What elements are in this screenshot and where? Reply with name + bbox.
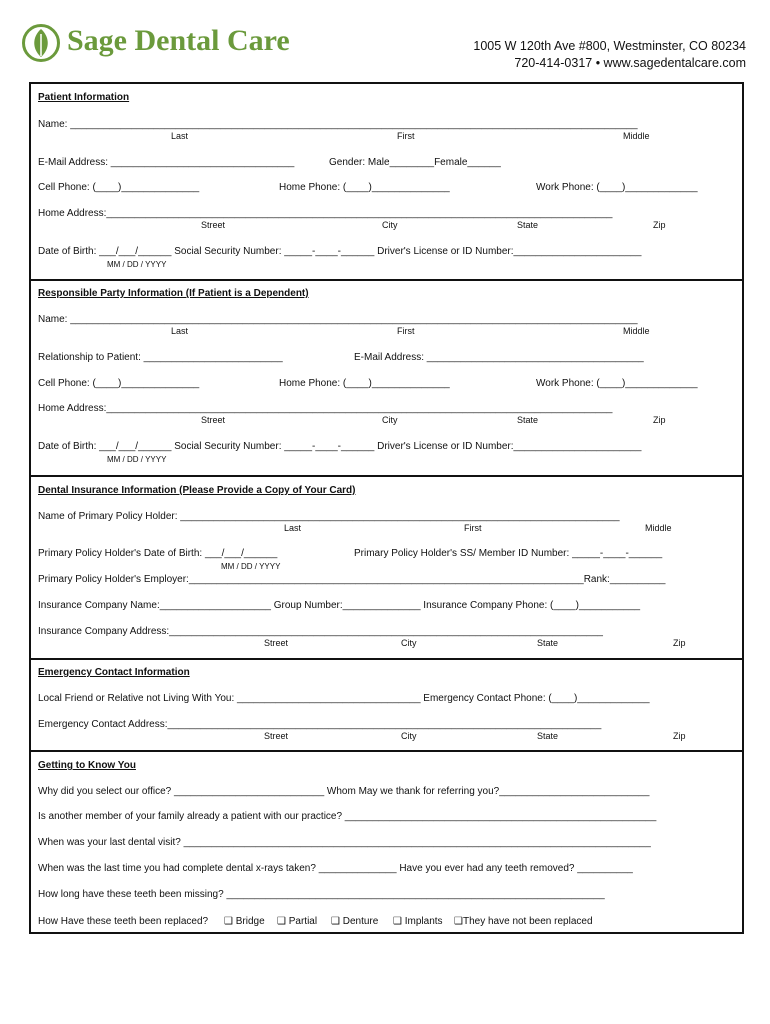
- clinic-name: Sage Dental Care: [67, 24, 290, 57]
- implants-checkbox[interactable]: ❑ Implants: [393, 916, 443, 927]
- label-first: First: [397, 131, 415, 141]
- policy-holder-employer-field[interactable]: Primary Policy Holder's Employer:_______________________________________________________________________Rank:__________: [38, 574, 666, 585]
- label-zip: Zip: [653, 220, 666, 230]
- dob-format-hint: MM / DD / YYYY: [107, 260, 167, 269]
- leaf-logo-icon: [22, 22, 60, 64]
- responsible-name-field[interactable]: Name: ______________________________________________________________________________________________________: [38, 314, 638, 325]
- label-street: Street: [201, 220, 226, 230]
- label-city: City: [382, 415, 398, 425]
- partial-checkbox[interactable]: ❑ Partial: [277, 916, 318, 927]
- teeth-replaced-label: How Have these teeth been replaced?: [38, 916, 209, 927]
- emergency-section: [31, 660, 742, 752]
- label-last: Last: [284, 523, 302, 533]
- patient-dob-ssn-license-field[interactable]: Date of Birth: ___/___/______ Social Security Number: _____-____-______ Driver's License or ID Number:_______________________: [38, 246, 642, 257]
- emergency-contact-field[interactable]: Local Friend or Relative not Living With You: _________________________________ Emergency Contact Phone: (____)_____________: [38, 693, 650, 704]
- label-state: State: [537, 638, 559, 648]
- address-line: 1005 W 120th Ave #800, Westminster, CO 80234: [473, 39, 746, 53]
- label-first: First: [464, 523, 482, 533]
- label-first: First: [397, 326, 415, 336]
- responsible-cell-field[interactable]: Cell Phone: (____)______________: [38, 378, 200, 389]
- responsible-email-field[interactable]: E-Mail Address: _______________________________________: [354, 352, 644, 363]
- label-city: City: [401, 731, 417, 741]
- insurance-address-field[interactable]: Insurance Company Address:______________________________________________________________________________: [38, 626, 603, 637]
- patient-work-phone-field[interactable]: Work Phone: (____)_____________: [536, 182, 698, 193]
- why-select-office-field[interactable]: Why did you select our office? ___________________________ Whom May we thank for referring you?___________________________: [38, 786, 650, 797]
- insurance-section: [31, 477, 742, 660]
- label-street: Street: [264, 638, 289, 648]
- section-title: Emergency Contact Information: [38, 667, 190, 678]
- label-middle: Middle: [645, 523, 672, 533]
- label-state: State: [537, 731, 559, 741]
- getting-to-know-you-section: [31, 752, 742, 932]
- label-street: Street: [264, 731, 289, 741]
- label-state: State: [517, 220, 539, 230]
- label-street: Street: [201, 415, 226, 425]
- section-title: Patient Information: [38, 92, 130, 103]
- patient-email-field[interactable]: E-Mail Address: _________________________________: [38, 157, 295, 168]
- label-zip: Zip: [673, 731, 686, 741]
- policy-holder-name-field[interactable]: Name of Primary Policy Holder: _______________________________________________________________________________: [38, 511, 620, 522]
- clinic-address: [473, 38, 746, 72]
- patient-home-phone-field[interactable]: Home Phone: (____)______________: [279, 182, 450, 193]
- policy-holder-ssn-field[interactable]: Primary Policy Holder's SS/ Member ID Number: _____-____-______: [354, 548, 663, 559]
- form-frame: [29, 82, 744, 934]
- patient-gender-field[interactable]: Gender: Male________Female______: [329, 157, 501, 168]
- not-replaced-checkbox[interactable]: ❑They have not been replaced: [454, 916, 593, 927]
- bridge-checkbox[interactable]: ❑ Bridge: [224, 916, 265, 927]
- patient-address-field[interactable]: Home Address:___________________________________________________________________________________________: [38, 208, 613, 219]
- last-dental-visit-field[interactable]: When was your last dental visit? ____________________________________________________________________________________: [38, 837, 651, 848]
- insurance-company-field[interactable]: Insurance Company Name:____________________ Group Number:______________ Insurance Company Phone: (____)___________: [38, 600, 641, 611]
- contact-line: 720-414-0317 • www.sagedentalcare.com: [514, 56, 746, 70]
- label-middle: Middle: [623, 326, 650, 336]
- relationship-field[interactable]: Relationship to Patient: _________________________: [38, 352, 283, 363]
- clinic-logo: [22, 22, 322, 68]
- label-zip: Zip: [653, 415, 666, 425]
- patient-cell-field[interactable]: Cell Phone: (____)______________: [38, 182, 200, 193]
- label-city: City: [382, 220, 398, 230]
- responsible-work-phone-field[interactable]: Work Phone: (____)_____________: [536, 378, 698, 389]
- policy-holder-dob-field[interactable]: Primary Policy Holder's Date of Birth: ___/___/______: [38, 548, 278, 559]
- label-city: City: [401, 638, 417, 648]
- section-title: Getting to Know You: [38, 760, 136, 771]
- label-last: Last: [171, 326, 189, 336]
- xrays-teeth-removed-field[interactable]: When was the last time you had complete dental x-rays taken? ______________ Have you ever had any teeth removed? __________: [38, 863, 633, 874]
- dob-format-hint: MM / DD / YYYY: [107, 455, 167, 464]
- label-middle: Middle: [623, 131, 650, 141]
- responsible-dob-ssn-license-field[interactable]: Date of Birth: ___/___/______ Social Security Number: _____-____-______ Driver's License or ID Number:_______________________: [38, 441, 642, 452]
- teeth-missing-field[interactable]: How long have these teeth been missing? ____________________________________________________________________: [38, 889, 605, 900]
- label-zip: Zip: [673, 638, 686, 648]
- denture-checkbox[interactable]: ❑ Denture: [331, 916, 379, 927]
- responsible-party-section: [31, 281, 742, 477]
- dob-format-hint: MM / DD / YYYY: [221, 562, 281, 571]
- patient-name-field[interactable]: Name: ______________________________________________________________________________________________________: [38, 119, 638, 130]
- responsible-home-phone-field[interactable]: Home Phone: (____)______________: [279, 378, 450, 389]
- section-title: Dental Insurance Information (Please Provide a Copy of Your Card): [38, 485, 356, 496]
- section-title: Responsible Party Information (If Patient is a Dependent): [38, 288, 309, 299]
- family-member-patient-field[interactable]: Is another member of your family already a patient with our practice? ________________________________________________________: [38, 811, 657, 822]
- emergency-address-field[interactable]: Emergency Contact Address:______________________________________________________________________________: [38, 719, 602, 730]
- responsible-address-field[interactable]: Home Address:___________________________________________________________________________________________: [38, 403, 613, 414]
- patient-section: [31, 84, 742, 281]
- label-state: State: [517, 415, 539, 425]
- label-last: Last: [171, 131, 189, 141]
